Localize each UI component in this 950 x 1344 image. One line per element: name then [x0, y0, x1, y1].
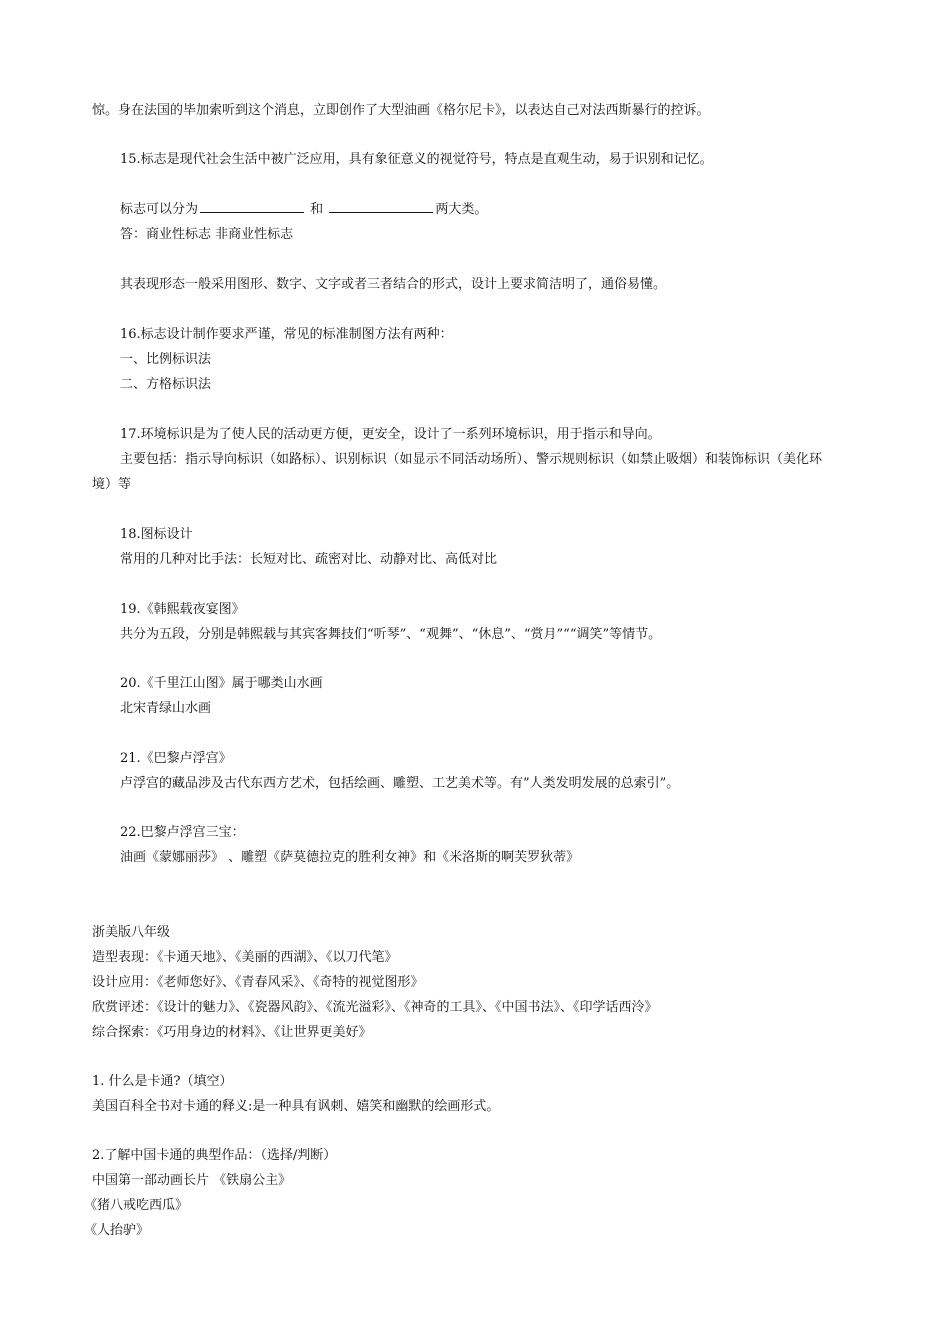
item-20-answer: 北宋青绿山水画	[120, 701, 212, 716]
item-21-description: 卢浮宫的藏品涉及古代东西方艺术，包括绘画、雕塑、工艺美术等。有”人类发明发展的总索引”。	[120, 776, 680, 791]
unit-appreciation: 欣赏评述：《设计的魅力》、《瓷器风韵》、《流光溢彩》、《神奇的工具》、《中国书法》、《印学话西泠》	[92, 1000, 658, 1015]
item-15-question	[120, 200, 487, 220]
item-19-heading: 19.《韩熙载夜宴图》	[120, 602, 245, 617]
question-text-start: 标志可以分为	[120, 202, 199, 217]
item-16-heading: 16.标志设计制作要求严谨，常见的标准制图方法有两种：	[120, 327, 453, 342]
question-2-work-2: 《猪八戒吃西瓜》	[84, 1198, 189, 1213]
question-text-end: 两大类。	[435, 202, 488, 217]
item-15-answer: 答：商业性标志 非商业性标志	[120, 227, 294, 242]
paragraph-guernica-end: 惊。身在法国的毕加索听到这个消息，立即创作了大型油画《格尔尼卡》，以表达自己对法西斯暴行的控诉。	[92, 103, 710, 118]
question-1-heading: 1. 什么是卡通?（填空）	[92, 1074, 233, 1089]
question-text-and: 和	[310, 202, 324, 217]
question-2-heading: 2.了解中国卡通的典型作品：（选择/判断）	[92, 1148, 337, 1163]
item-20-heading: 20.《千里江山图》属于哪类山水画	[120, 676, 323, 691]
item-15-heading: 15.标志是现代社会生活中被广泛应用，具有象征意义的视觉符号，特点是直观生动，易于识别和记忆。	[120, 152, 713, 167]
question-2-work-3: 《人抬驴》	[84, 1223, 150, 1238]
item-18-heading: 18.图标设计	[120, 527, 193, 542]
item-21-heading: 21.《巴黎卢浮宫》	[120, 751, 232, 766]
fill-blank-1	[200, 200, 304, 213]
unit-modeling: 造型表现：《卡通天地》、《美丽的西湖》、《以刀代笔》	[92, 950, 398, 965]
unit-design: 设计应用：《老师您好》、《青春风采》、《奇特的视觉图形》	[92, 975, 424, 990]
item-17-contents: 主要包括：指示导向标识（如路标）、识别标识（如显示不同活动场所）、警示规则标识（如禁止吸烟）和装饰标识（美化环	[120, 452, 823, 467]
item-19-description: 共分为五段，分别是韩熙载与其宾客舞技们“听琴”、“观舞”、“休息”、“赏月”““调笑”等情节。	[120, 627, 662, 642]
item-22-treasures: 油画《蒙娜丽莎》 、雕塑《萨莫德拉克的胜利女神》和《米洛斯的啊芙罗狄蒂》	[120, 850, 580, 865]
section-title-grade8: 浙美版八年级	[92, 925, 171, 940]
unit-exploration: 综合探索：《巧用身边的材料》、《让世界更美好》	[92, 1025, 372, 1040]
fill-blank-2	[329, 200, 433, 213]
item-22-heading: 22.巴黎卢浮宫三宝：	[120, 825, 245, 840]
question-2-work-1: 中国第一部动画长片 《铁扇公主》	[92, 1173, 292, 1188]
item-16-method-1: 一、比例标识法	[120, 352, 212, 367]
question-1-answer: 美国百科全书对卡通的释义:是一种具有讽刺、嬉笑和幽默的绘画形式。	[92, 1099, 500, 1114]
item-15-form-description: 其表现形态一般采用图形、数字、文字或者三者结合的形式，设计上要求简洁明了，通俗易懂。	[120, 277, 667, 292]
item-18-contrast-methods: 常用的几种对比手法：长短对比、疏密对比、动静对比、高低对比	[120, 552, 498, 567]
item-17-contents-cont: 境）等	[92, 477, 132, 492]
item-17-heading: 17.环境标识是为了使人民的活动更方便，更安全，设计了一系列环境标识，用于指示和导向。	[120, 427, 661, 442]
item-16-method-2: 二、方格标识法	[120, 377, 212, 392]
